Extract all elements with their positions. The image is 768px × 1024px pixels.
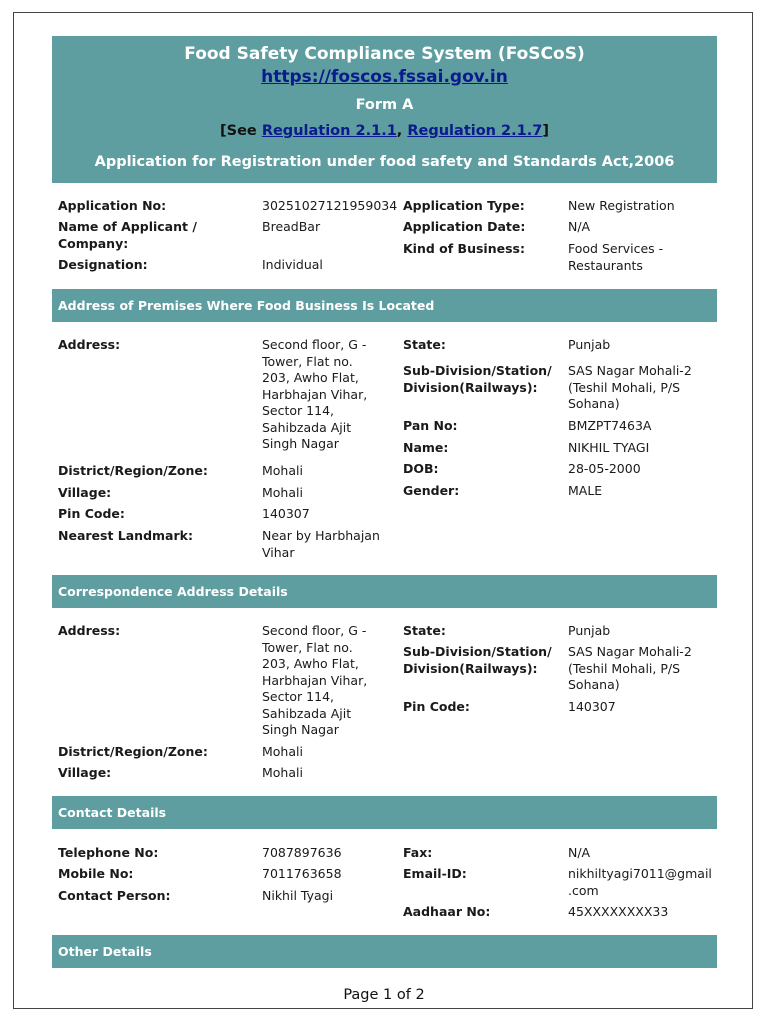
correspondence-state-value: Punjab — [568, 623, 611, 638]
regulation-2-1-7-link[interactable]: Regulation 2.1.7 — [407, 123, 543, 139]
correspondence-section — [52, 608, 717, 796]
correspondence-section-header: Correspondence Address Details — [52, 575, 717, 608]
correspondence-district-value: Mohali — [262, 744, 303, 759]
form-content — [52, 36, 717, 968]
dob-value: 28-05-2000 — [568, 461, 641, 476]
application-type-value: New Registration — [568, 198, 675, 213]
see-prefix: [See — [220, 123, 262, 139]
system-title: Food Safety Compliance System (FoSCoS) — [184, 44, 585, 64]
telephone-label: Telephone No: — [58, 845, 159, 860]
correspondence-pin-value: 140307 — [568, 699, 616, 714]
designation-label: Designation: — [58, 257, 148, 272]
premises-landmark-label: Nearest Landmark: — [58, 528, 193, 543]
aadhaar-label: Aadhaar No: — [403, 904, 491, 919]
pan-value: BMZPT7463A — [568, 418, 652, 433]
page-number: Page 1 of 2 — [343, 987, 425, 1003]
email-label: Email-ID: — [403, 866, 467, 881]
form-header — [52, 36, 717, 183]
correspondence-subdivision-label: Sub-Division/Station/ Division(Railways): — [403, 644, 552, 676]
business-kind-label: Kind of Business: — [403, 241, 525, 256]
premises-address-label: Address: — [58, 337, 121, 352]
premises-state-value: Punjab — [568, 337, 611, 352]
business-kind-value: Food Services - Restaurants — [568, 241, 664, 273]
correspondence-village-value: Mohali — [262, 765, 303, 780]
gender-value: MALE — [568, 483, 603, 498]
correspondence-state-label: State: — [403, 623, 446, 638]
premises-landmark-value: Near by Harbhajan Vihar — [262, 528, 380, 560]
correspondence-address-label: Address: — [58, 623, 121, 638]
dob-label: DOB: — [403, 461, 439, 476]
contact-section — [52, 829, 717, 935]
correspondence-subdivision-value: SAS Nagar Mohali-2 (Teshil Mohali, P/S Sohana) — [568, 644, 692, 692]
correspondence-address-value: Second floor, G - Tower, Flat no. 203, Awho Flat, Harbhajan Vihar, Sector 114, Sahibzada Ajit Singh Nagar — [262, 623, 368, 737]
premises-subdivision-value: SAS Nagar Mohali-2 (Teshil Mohali, P/S Sohana) — [568, 363, 692, 411]
premises-pin-label: Pin Code: — [58, 506, 125, 521]
document-page — [13, 12, 753, 1009]
premises-district-label: District/Region/Zone: — [58, 463, 208, 478]
fax-value: N/A — [568, 845, 591, 860]
foscos-link[interactable]: https://foscos.fssai.gov.in — [261, 67, 508, 87]
contact-section-header: Contact Details — [52, 796, 717, 829]
aadhaar-value: 45XXXXXXXX33 — [568, 904, 669, 919]
regulation-separator: , — [396, 123, 408, 139]
application-date-value: N/A — [568, 219, 591, 234]
designation-value: Individual — [262, 257, 323, 272]
contact-person-label: Contact Person: — [58, 888, 171, 903]
application-no-label: Application No: — [58, 198, 167, 213]
regulation-2-1-1-link[interactable]: Regulation 2.1.1 — [261, 123, 397, 139]
application-type-label: Application Type: — [403, 198, 525, 213]
premises-village-value: Mohali — [262, 485, 303, 500]
premises-address-value: Second floor, G - Tower, Flat no. 203, Awho Flat, Harbhajan Vihar, Sector 114, Sahibzada Ajit Singh Nagar — [262, 337, 368, 451]
applicant-label: Name of Applicant / Company: — [58, 219, 197, 251]
contact-person-value: Nikhil Tyagi — [262, 888, 334, 903]
pan-label: Pan No: — [403, 418, 458, 433]
premises-section — [52, 322, 717, 575]
premises-district-value: Mohali — [262, 463, 303, 478]
applicant-value: BreadBar — [262, 219, 321, 234]
application-section — [52, 183, 717, 289]
gender-label: Gender: — [403, 483, 460, 498]
name-label: Name: — [403, 440, 449, 455]
correspondence-pin-label: Pin Code: — [403, 699, 470, 714]
regulation-references — [52, 123, 717, 139]
application-date-label: Application Date: — [403, 219, 526, 234]
email-value: nikhiltyagi7011@gmail .com — [568, 866, 712, 898]
premises-state-label: State: — [403, 337, 446, 352]
premises-village-label: Village: — [58, 485, 112, 500]
form-subtitle: Application for Registration under food safety and Standards Act,2006 — [94, 154, 675, 170]
correspondence-village-label: Village: — [58, 765, 112, 780]
form-name: Form A — [355, 97, 414, 113]
premises-subdivision-label: Sub-Division/Station/ Division(Railways): — [403, 363, 552, 395]
other-details-section-header: Other Details — [52, 935, 717, 968]
telephone-value: 7087897636 — [262, 845, 342, 860]
fax-label: Fax: — [403, 845, 433, 860]
mobile-label: Mobile No: — [58, 866, 134, 881]
application-no-value: 30251027121959034 — [262, 198, 398, 213]
see-suffix: ] — [542, 123, 549, 139]
correspondence-district-label: District/Region/Zone: — [58, 744, 208, 759]
mobile-value: 7011763658 — [262, 866, 342, 881]
premises-pin-value: 140307 — [262, 506, 310, 521]
name-value: NIKHIL TYAGI — [568, 440, 650, 455]
premises-section-header: Address of Premises Where Food Business Is Located — [52, 289, 717, 322]
